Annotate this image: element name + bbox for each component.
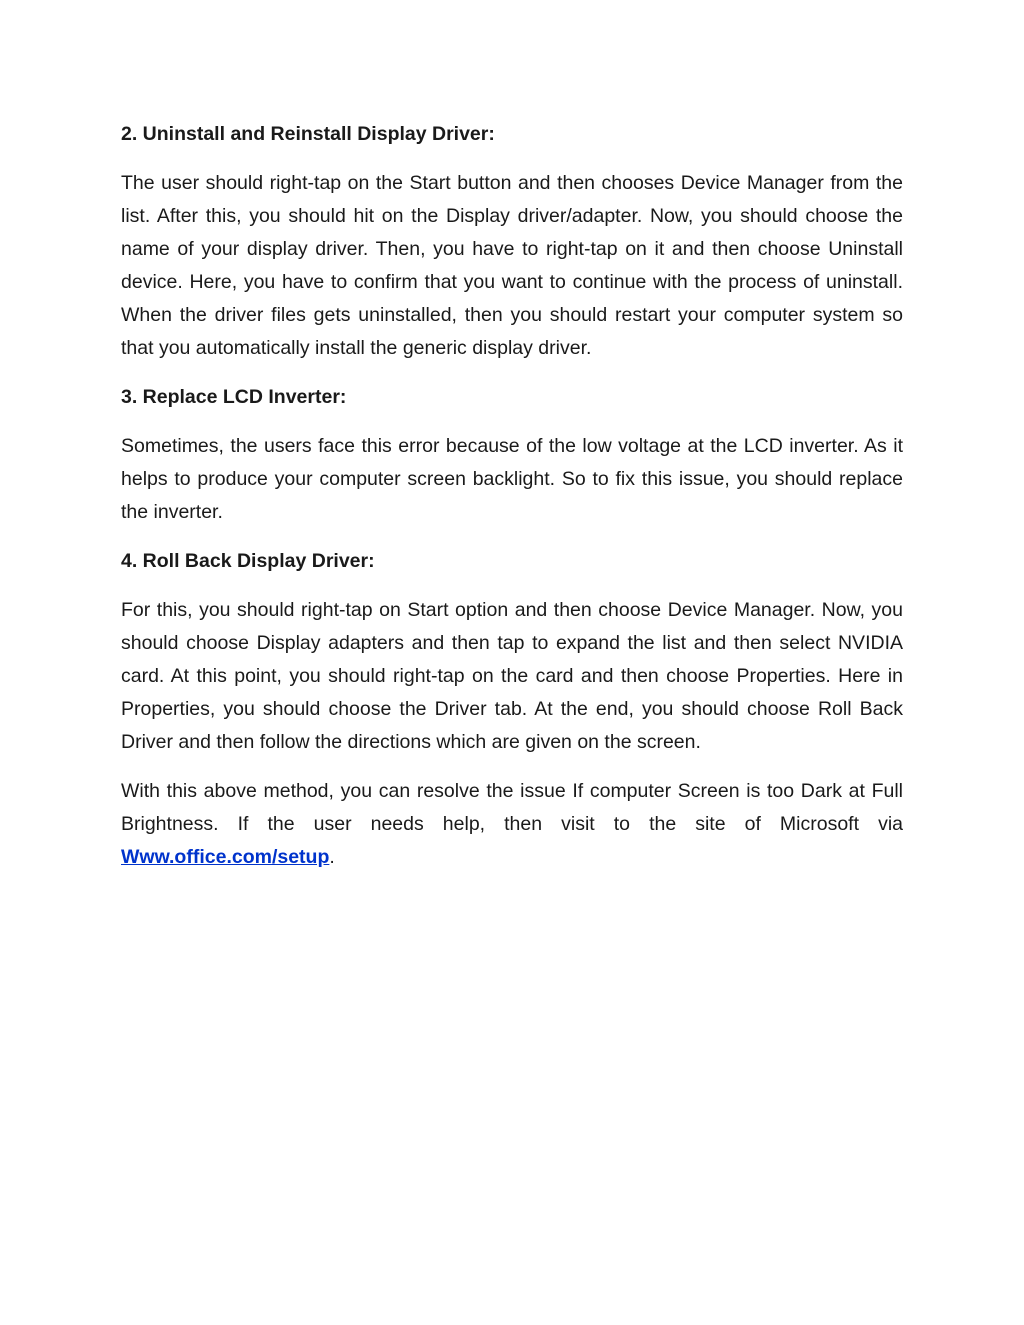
section-heading-roll-back-driver: 4. Roll Back Display Driver: xyxy=(121,550,375,572)
section-body-uninstall-reinstall: The user should right-tap on the Start button and then chooses Device Manager from the list. After this, you should hit on the Display driver/adapter. Now, you should choose the name of your display driver. Then, you have to right-tap on it and then choose Uninstall device. Here, you have to confirm that you want to continue with the process of uninstall. When the driver files gets uninstalled, then you should restart your computer system so that you automatically install the generic display driver. xyxy=(121,172,903,359)
section-heading-uninstall-reinstall: 2. Uninstall and Reinstall Display Driver: xyxy=(121,123,495,145)
office-setup-link[interactable]: Www.office.com/setup xyxy=(121,846,330,868)
section-body-roll-back-driver: For this, you should right-tap on Start option and then choose Device Manager. Now, you should choose Display adapters and then tap to expand the list and then select NVIDIA card. At this point, you should right-tap on the card and then choose Properties. Here in Properties, you should choose the Driver tab. At the end, you should choose Roll Back Driver and then follow the directions which are given on the screen. xyxy=(121,599,903,753)
section-heading-replace-lcd-inverter: 3. Replace LCD Inverter: xyxy=(121,386,347,408)
document-page xyxy=(121,118,903,890)
closing-text: With this above method, you can resolve the issue If computer Screen is too Dark at Full Brightness. If the user needs help, then visit to the site of Microsoft via xyxy=(121,780,903,835)
closing-trailing: . xyxy=(329,846,335,868)
section-body-replace-lcd-inverter: Sometimes, the users face this error because of the low voltage at the LCD inverter. As it helps to produce your computer screen backlight. So to fix this issue, you should replace the inverter. xyxy=(121,435,903,523)
closing-paragraph xyxy=(121,775,903,874)
